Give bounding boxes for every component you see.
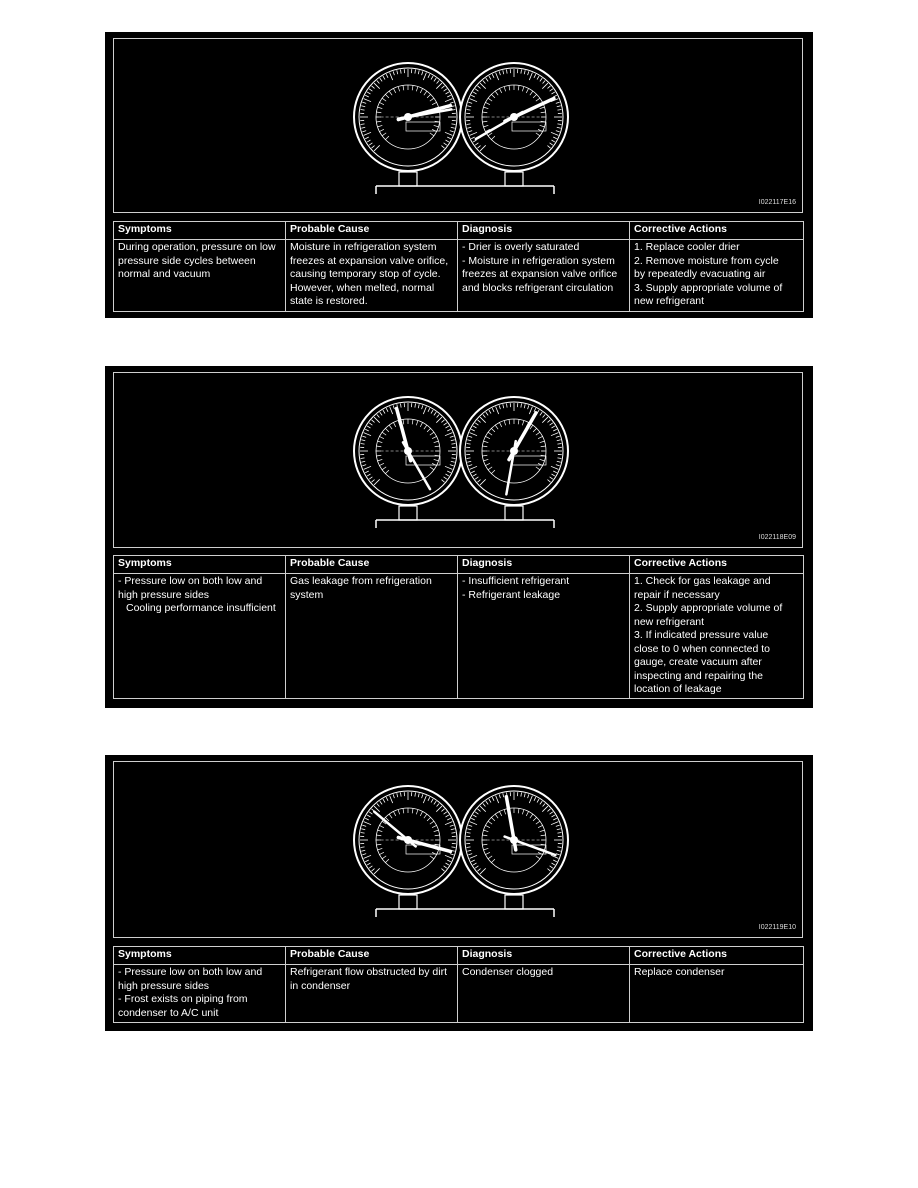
cell-line: causing temporary stop of cycle.: [290, 268, 441, 280]
cell-line: - Moisture in refrigeration system: [462, 254, 615, 267]
col-probable-cause: Probable Cause: [286, 222, 458, 240]
cell-line: new refrigerant: [634, 295, 705, 307]
cell-line: - Pressure low on both low and: [118, 966, 263, 978]
manifold-bar: [376, 186, 554, 194]
high-pressure-gauge: [460, 63, 568, 186]
high-pressure-gauge: [460, 397, 568, 520]
actions-cell: [630, 965, 804, 1023]
manifold-bar: [376, 520, 554, 528]
cell-line: in condenser: [290, 979, 351, 992]
table-header-row: [114, 556, 804, 574]
cell-line: freezes at expansion valve orifice,: [290, 254, 449, 267]
cell-line: However, when melted, normal: [290, 281, 435, 294]
symptoms-cell: [114, 965, 286, 1023]
cell-line: - Insufficient refrigerant: [462, 575, 570, 587]
col-corrective-actions: Corrective Actions: [630, 556, 804, 574]
section-panel-1: [105, 32, 813, 318]
high-pressure-gauge: [460, 786, 568, 909]
cell-line: gauge, create vacuum after: [634, 656, 762, 668]
actions-cell: [630, 574, 804, 699]
col-diagnosis: Diagnosis: [458, 556, 630, 574]
table-row: [114, 574, 804, 699]
col-corrective-actions: Corrective Actions: [630, 947, 804, 965]
cell-line: 1. Check for gas leakage and: [634, 575, 771, 587]
manifold-gauge-illustration: [114, 39, 804, 214]
cell-line: pressure side cycles between: [118, 254, 256, 267]
gauge-figure-2: [113, 372, 803, 548]
low-pressure-gauge: [354, 786, 462, 909]
gauge-figure-3: [113, 761, 803, 938]
cell-line: new refrigerant: [634, 615, 705, 628]
table-row: [114, 965, 804, 1023]
symptoms-cell: [114, 240, 286, 312]
cell-line: by repeatedly evacuating air: [634, 268, 766, 280]
diagnosis-cell: [458, 240, 630, 312]
cell-line: 3. Supply appropriate volume of: [634, 281, 783, 294]
diagnosis-table-2: [113, 555, 804, 699]
cell-line: 1. Replace cooler drier: [634, 241, 740, 253]
section-panel-2: [105, 366, 813, 708]
col-diagnosis: Diagnosis: [458, 947, 630, 965]
manifold-gauge-illustration: [114, 762, 804, 939]
low-pressure-gauge: [354, 397, 462, 520]
cause-cell: [286, 574, 458, 699]
cause-cell: [286, 965, 458, 1023]
col-probable-cause: Probable Cause: [286, 947, 458, 965]
cell-line: Condenser clogged: [462, 966, 554, 978]
cell-line: - Frost exists on piping from: [118, 993, 248, 1005]
diagnosis-cell: [458, 965, 630, 1023]
cell-line: 3. If indicated pressure value: [634, 629, 769, 641]
cell-line: Moisture in refrigeration system: [290, 241, 437, 253]
table-header-row: [114, 222, 804, 240]
figure-id: I022119E10: [758, 924, 796, 931]
cell-line: During operation, pressure on low: [118, 241, 276, 253]
cell-line: - Pressure low on both low and: [118, 575, 263, 587]
col-diagnosis: Diagnosis: [458, 222, 630, 240]
cell-line: 2. Supply appropriate volume of: [634, 602, 783, 614]
cell-line: normal and vacuum: [118, 268, 211, 280]
figure-id: I022117E16: [758, 199, 796, 206]
cell-line: - Refrigerant leakage: [462, 588, 561, 601]
cell-line: system: [290, 588, 324, 601]
col-symptoms: Symptoms: [114, 222, 286, 240]
cell-line: location of leakage: [634, 683, 722, 695]
diagnosis-cell: [458, 574, 630, 699]
cell-line: high pressure sides: [118, 979, 210, 992]
gauge-figure-1: [113, 38, 803, 213]
col-probable-cause: Probable Cause: [286, 556, 458, 574]
section-panel-3: [105, 755, 813, 1031]
figure-id: I022118E09: [758, 534, 796, 541]
cell-line: Refrigerant flow obstructed by dirt: [290, 966, 447, 978]
cell-line: condenser to A/C unit: [118, 1006, 219, 1019]
diagnosis-table-3: [113, 946, 804, 1023]
col-symptoms: Symptoms: [114, 556, 286, 574]
cell-line: Replace condenser: [634, 966, 725, 978]
cell-line: repair if necessary: [634, 588, 720, 601]
manifold-bar: [376, 909, 554, 917]
cell-line: inspecting and repairing the: [634, 669, 764, 682]
diagnosis-table-1: [113, 221, 804, 312]
actions-cell: [630, 240, 804, 312]
cell-line: high pressure sides: [118, 588, 210, 601]
table-row: [114, 240, 804, 312]
col-corrective-actions: Corrective Actions: [630, 222, 804, 240]
cell-line: freezes at expansion valve orifice: [462, 268, 618, 280]
manifold-gauge-illustration: [114, 373, 804, 549]
cause-cell: [286, 240, 458, 312]
cell-line: Cooling performance insufficient: [126, 602, 276, 614]
cell-line: state is restored.: [290, 295, 368, 307]
cell-line: Gas leakage from refrigeration: [290, 575, 432, 587]
cell-line: - Drier is overly saturated: [462, 241, 580, 253]
low-pressure-gauge: [354, 63, 462, 186]
cell-line: close to 0 when connected to: [634, 642, 771, 655]
cell-line: 2. Remove moisture from cycle: [634, 254, 779, 267]
col-symptoms: Symptoms: [114, 947, 286, 965]
table-header-row: [114, 947, 804, 965]
symptoms-cell: [114, 574, 286, 699]
cell-line: and blocks refrigerant circulation: [462, 281, 614, 294]
